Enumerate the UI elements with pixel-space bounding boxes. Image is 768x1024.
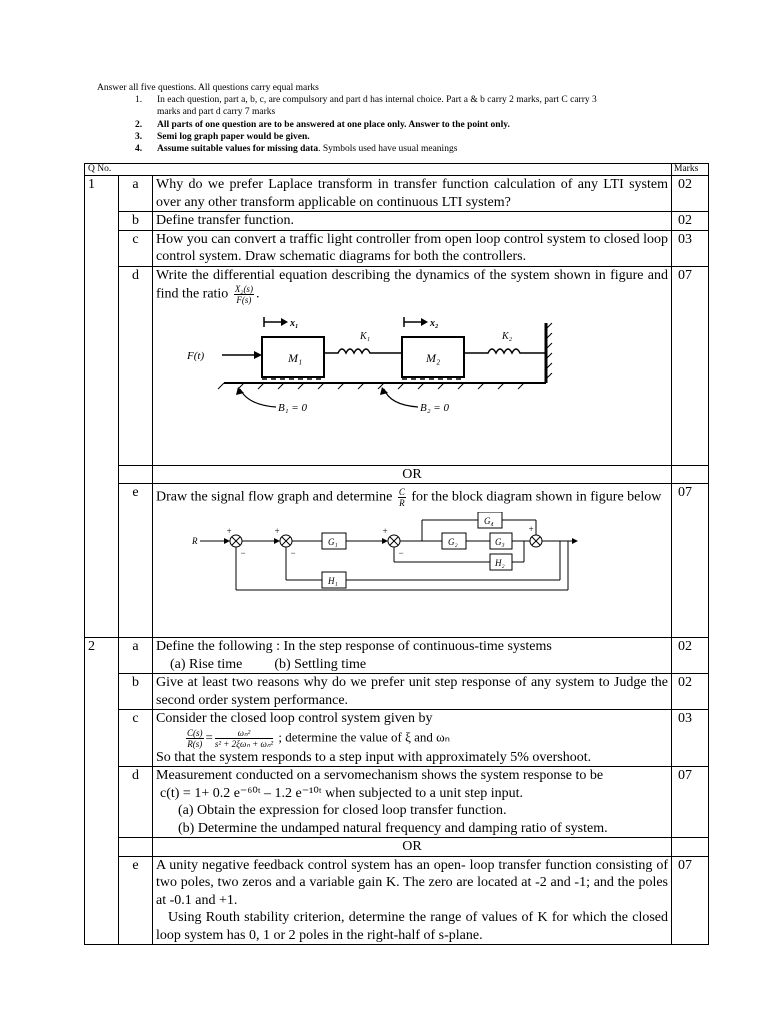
instructions-intro: Answer all five questions. All questions carry equal marks [97, 83, 319, 93]
q2-number: 2 [85, 638, 119, 945]
spring-k1 [324, 349, 402, 353]
table-row [85, 838, 709, 857]
q2d-sub2: (b) Determine the undamped natural frequency and damping ratio of system. [178, 820, 608, 836]
table-row [85, 674, 709, 710]
q1b-part: b [119, 212, 153, 231]
svg-text:−: − [290, 548, 297, 558]
q1a-marks: 02 [672, 176, 709, 212]
q2d-part: d [119, 767, 153, 838]
instr-num-2: 2. [135, 119, 143, 130]
instr-text-4-tail: . Symbols used have usual meanings [318, 144, 458, 155]
k1-label: K₁ [360, 331, 371, 342]
q1a-text: Why do we prefer Laplace transform in transfer function calculation of any LTI system over any other transform applicable on continuous LTI system? [153, 176, 672, 212]
q2-or: OR [153, 838, 672, 857]
q2e-marks: 07 [672, 856, 709, 945]
q2e-part: e [119, 856, 153, 945]
svg-text:H₁: H₁ [328, 576, 338, 586]
header-marks: Marks [672, 164, 709, 176]
table-row [85, 638, 709, 674]
question-table [84, 163, 709, 945]
table-row [85, 212, 709, 231]
svg-text:+: + [274, 526, 281, 536]
q1e-content [153, 484, 672, 638]
table-row [85, 176, 709, 212]
table-header [85, 164, 709, 176]
q1a-part: a [119, 176, 153, 212]
x2-label: x₂ [430, 318, 439, 329]
instr-text-4: Assume suitable values for missing data [157, 144, 319, 155]
svg-text:G₃: G₃ [495, 537, 505, 547]
svg-text:+: + [528, 524, 535, 534]
q1d-text: Write the differential equation describing the dynamics of the system shown in figure and find the ratio [156, 267, 668, 302]
q1d-part: d [119, 266, 153, 465]
q1e-text-pre: Draw the signal flow graph and determine [156, 489, 393, 505]
q2e-text2: Using Routh stability criterion, determine the range of values of K for which the closed loop system has 0, 1 or 2 poles in the right-half of s-plane. [156, 910, 668, 943]
q2c-content [153, 710, 672, 767]
svg-text:−: − [240, 548, 247, 558]
q1d-content: Write the differential equation describing the dynamics of the system shown in figure and find the ratio $\frac{\text{X₂(s)}}{F(s)}$ . M₁ M₂ K₁ K₂ F(t) x₁ x₂ B₁ = 0 B₂ = 0 [153, 266, 672, 465]
instr-text-1: In each question, part a, b, c, are compulsory and part d has internal choice. Part a & b carry 2 marks, part C carry 3 [157, 95, 597, 106]
table-row [85, 710, 709, 767]
q1e-ratio: $\frac{C}{R}$ [398, 487, 405, 508]
q1-or: OR [153, 465, 672, 484]
instr-text-1-cont: marks and part d carry 7 marks [157, 107, 276, 118]
svg-text:G₄: G₄ [484, 516, 494, 526]
b1-label: B₁ = 0 [278, 402, 307, 414]
q2c-text: Consider the closed loop control system given by [156, 711, 433, 726]
q2c-marks: 03 [672, 710, 709, 767]
force-label: F(t) [187, 350, 205, 362]
q2d-content [153, 767, 672, 838]
q1e-part: e [119, 484, 153, 638]
q2b-part: b [119, 674, 153, 710]
k2-label: K₂ [502, 331, 513, 342]
svg-text:G₂: G₂ [448, 537, 458, 547]
table-row [85, 230, 709, 266]
q2a-text: Define the following : In the step response of continuous-time systems [156, 639, 552, 654]
instr-text-2: All parts of one question are to be answered at one place only. Answer to the point only. [157, 119, 510, 130]
q2b-marks: 02 [672, 674, 709, 710]
table-row [85, 856, 709, 945]
q1c-part: c [119, 230, 153, 266]
q2a-part: a [119, 638, 153, 674]
svg-text:H₂: H₂ [495, 558, 505, 568]
x1-label: x₁ [290, 318, 299, 329]
q2b-text: Give at least two reasons why do we prefer unit step response of any system to Judge the second order system performance. [153, 674, 672, 710]
header-qno: Q No. [85, 164, 672, 176]
m2-label: M₂ [426, 351, 441, 365]
svg-text:−: − [398, 548, 405, 558]
q2a-sub1: (a) Rise time [170, 656, 243, 672]
svg-text:+: + [226, 526, 233, 536]
q1-number: 1 [85, 176, 119, 638]
m1-label: M₁ [288, 351, 303, 365]
svg-text:G₁: G₁ [328, 537, 338, 547]
q2a-marks: 02 [672, 638, 709, 674]
q2a-content [153, 638, 672, 674]
table-row [85, 484, 709, 638]
q2c-part: c [119, 710, 153, 767]
instr-text-3: Semi log graph paper would be given. [157, 131, 310, 142]
instr-num-1: 1. [135, 95, 143, 106]
table-row [85, 767, 709, 838]
q2d-text: Measurement conducted on a servomechanism shows the system response to be [156, 768, 604, 783]
mass-spring-figure [184, 309, 564, 421]
q2c-transfer-fn: $\frac{C(s)}{R(s)}$ = $\frac{\text{ωₙ²}}{\text{s² + 2ξωₙ + ωₙ²}}$ ; determine the value of ξ and ωₙ [187, 727, 450, 749]
table-row [85, 266, 709, 465]
q2a-sub2: (b) Settling time [274, 656, 367, 672]
block-diagram-figure [190, 512, 580, 592]
q1b-text: Define transfer function. [153, 212, 672, 231]
q1b-marks: 02 [672, 212, 709, 231]
q1c-marks: 03 [672, 230, 709, 266]
spring-k2 [464, 349, 546, 353]
q2c-text2: So that the system responds to a step input with approximately 5% overshoot. [156, 749, 592, 765]
q2d-marks: 07 [672, 767, 709, 838]
table-row [85, 465, 709, 484]
q1d-ratio: $\frac{\text{X₂(s)}}{F(s)}$ [234, 284, 253, 305]
bd-r-label: R [192, 536, 198, 546]
instructions [97, 82, 697, 155]
q1e-marks: 07 [672, 484, 709, 638]
q2e-text: A unity negative feedback control system has an open- loop transfer function consisting of two poles, two zeros and a variable gain K. The zero are located at -2 and -1; and the poles at -0.1 and +1. [156, 857, 668, 908]
svg-text:+: + [382, 526, 389, 536]
q1c-text: How you can convert a traffic light controller from open loop control system to closed loop control system. Draw schematic diagrams for both the controllers. [153, 230, 672, 266]
instr-num-4: 4. [135, 144, 143, 155]
q2d-equation: c(t) = 1+ 0.2 e⁻⁶⁰ᵗ – 1.2 e⁻¹⁰ᵗ when subjected to a unit step input. [160, 785, 523, 801]
b2-label: B₂ = 0 [420, 402, 449, 414]
q2e-content [153, 856, 672, 945]
q1d-marks: 07 [672, 266, 709, 465]
q1e-text-post: for the block diagram shown in figure below [411, 489, 662, 505]
q2d-sub1: (a) Obtain the expression for closed loop transfer function. [178, 803, 507, 818]
q2c-tf-tail: ; determine the value of ξ and ωₙ [278, 728, 450, 744]
instr-num-3: 3. [135, 131, 143, 142]
